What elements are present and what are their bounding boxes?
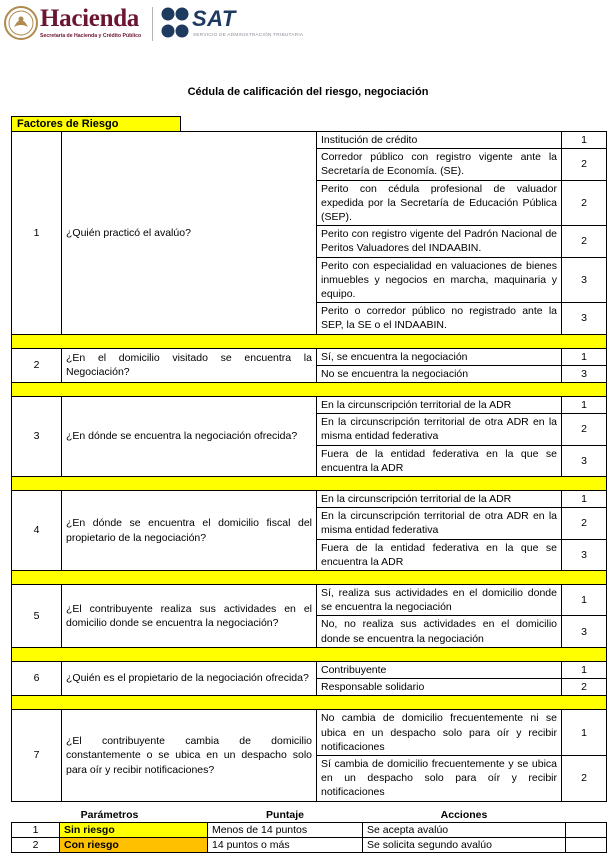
- separator-cell: [12, 647, 607, 661]
- factor-points: 2: [562, 755, 607, 801]
- risk-factors-table: [11, 131, 607, 802]
- factor-option-row: [12, 397, 607, 414]
- logo-divider: [152, 7, 153, 41]
- factor-points: 1: [562, 491, 607, 508]
- factor-option: Sí, realiza sus actividades en el domicilio donde se encuentra la negociación: [317, 585, 562, 616]
- factor-option: Fuera de la entidad federativa en la que se encuentra la ADR: [317, 445, 562, 476]
- factor-points: 2: [562, 226, 607, 257]
- factor-separator: [12, 696, 607, 710]
- factor-option: Perito con cédula profesional de valuador expedida por la Secretaría de Educación Pública (SEP).: [317, 180, 562, 226]
- separator-cell: [12, 696, 607, 710]
- factor-points: 1: [562, 661, 607, 678]
- separator-cell: [12, 383, 607, 397]
- acciones-header: Acciones: [440, 809, 488, 821]
- factor-points: 3: [562, 303, 607, 334]
- factor-separator: [12, 571, 607, 585]
- parameters-table: [11, 808, 607, 853]
- parameter-row: [12, 823, 607, 838]
- parameter-action: Se solicita segundo avalúo: [363, 838, 566, 853]
- factor-option: Institución de crédito: [317, 132, 562, 149]
- parameter-extra: [566, 838, 607, 853]
- factor-option: En la circunscripción territorial de otra ADR en la misma entidad federativa: [317, 508, 562, 539]
- factor-points: 3: [562, 616, 607, 647]
- hacienda-wordmark: Hacienda: [40, 5, 139, 32]
- factor-option: Fuera de la entidad federativa en la que se encuentra la ADR: [317, 539, 562, 570]
- factor-number: 7: [12, 710, 62, 801]
- factor-option: En la circunscripción territorial de otra ADR en la misma entidad federativa: [317, 414, 562, 445]
- factor-question: ¿Quién es el propietario de la negociación ofrecida?: [62, 661, 317, 695]
- factor-points: 3: [562, 257, 607, 303]
- factor-option-row: [12, 491, 607, 508]
- factor-option-row: [12, 710, 607, 756]
- hacienda-logo: [4, 3, 149, 43]
- factor-points: 1: [562, 585, 607, 616]
- sat-mark-icon: [160, 6, 190, 40]
- blank-header: [566, 808, 607, 823]
- factor-option: Perito o corredor público no registrado ante la SEP, la SE o el INDAABIN.: [317, 303, 562, 334]
- factor-option: Sí cambia de domicilio frecuentemente y se ubica en un despacho solo para oír y recibir notificaciones: [317, 755, 562, 801]
- sat-subtitle: SERVICIO DE ADMINISTRACIÓN TRIBUTARIA: [193, 33, 304, 38]
- mexico-seal-icon: [4, 3, 38, 43]
- parameter-number: 2: [12, 838, 60, 853]
- factor-option: No se encuentra la negociación: [317, 365, 562, 382]
- factor-question: ¿En el domicilio visitado se encuentra la Negociación?: [62, 348, 317, 382]
- parameter-row: [12, 838, 607, 853]
- factor-number: 2: [12, 348, 62, 382]
- puntaje-header: Puntaje: [266, 809, 304, 821]
- factor-number: 6: [12, 661, 62, 695]
- parameter-label: Sin riesgo: [60, 823, 208, 838]
- factor-option: Perito con registro vigente del Padrón Nacional de Peritos Valuadores del INDAABIN.: [317, 226, 562, 257]
- factor-option: Contribuyente: [317, 661, 562, 678]
- parameter-action: Se acepta avalúo: [363, 823, 566, 838]
- factor-option: Perito con especialidad en valuaciones de bienes inmuebles y negocios en marcha, maquinaria y equipo.: [317, 257, 562, 303]
- factor-separator: [12, 334, 607, 348]
- parameter-number: 1: [12, 823, 60, 838]
- factor-option: No, no realiza sus actividades en el domicilio donde se encuentra la negociación: [317, 616, 562, 647]
- parameter-score: 14 puntos o más: [208, 838, 363, 853]
- factor-question: ¿En dónde se encuentra el domicilio fiscal del propietario de la negociación?: [62, 491, 317, 571]
- factor-option: En la circunscripción territorial de la ADR: [317, 397, 562, 414]
- factor-question: ¿El contribuyente realiza sus actividades en el domicilio donde se encuentra la negociación?: [62, 585, 317, 648]
- separator-cell: [12, 477, 607, 491]
- factor-points: 3: [562, 445, 607, 476]
- factor-option: No cambia de domicilio frecuentemente ni se ubica en un despacho solo para oír y recibir notificaciones: [317, 710, 562, 756]
- hacienda-subtitle: Secretaría de Hacienda y Crédito Público: [40, 33, 142, 39]
- factor-question: ¿Quién practicó el avalúo?: [62, 132, 317, 335]
- factor-question: ¿El contribuyente cambia de domicilio constantemente o se ubica en un despacho solo para oír y recibir notificaciones?: [62, 710, 317, 801]
- factor-separator: [12, 383, 607, 397]
- factors-body: [12, 132, 607, 802]
- separator-cell: [12, 571, 607, 585]
- factor-option-row: [12, 585, 607, 616]
- factor-option-row: [12, 661, 607, 678]
- factor-separator: [12, 647, 607, 661]
- parameter-score: Menos de 14 puntos: [208, 823, 363, 838]
- factor-number: 1: [12, 132, 62, 335]
- factor-option: Corredor público con registro vigente ante la Secretaría de Economía. (SE).: [317, 149, 562, 180]
- factor-option: Sí, se encuentra la negociación: [317, 348, 562, 365]
- parameter-label: Con riesgo: [60, 838, 208, 853]
- factor-points: 2: [562, 679, 607, 696]
- factor-points: 1: [562, 710, 607, 756]
- page-title: Cédula de calificación del riesgo, negociación: [187, 86, 429, 98]
- factor-points: 2: [562, 180, 607, 226]
- factor-points: 2: [562, 508, 607, 539]
- sat-logo: [160, 6, 305, 42]
- factor-option-row: [12, 348, 607, 365]
- parameters-header-row: [12, 808, 607, 823]
- factor-separator: [12, 477, 607, 491]
- factor-number: 3: [12, 397, 62, 477]
- factor-option: En la circunscripción territorial de la ADR: [317, 491, 562, 508]
- factors-header: Factores de Riesgo: [11, 116, 181, 132]
- parameter-extra: [566, 823, 607, 838]
- parametros-header: Parámetros: [80, 809, 139, 821]
- separator-cell: [12, 334, 607, 348]
- factor-number: 4: [12, 491, 62, 571]
- sat-wordmark: SAT: [192, 6, 236, 31]
- factor-points: 2: [562, 414, 607, 445]
- factor-points: 3: [562, 539, 607, 570]
- factor-points: 2: [562, 149, 607, 180]
- factor-points: 3: [562, 365, 607, 382]
- factor-number: 5: [12, 585, 62, 648]
- factor-points: 1: [562, 348, 607, 365]
- factor-points: 1: [562, 397, 607, 414]
- factor-points: 1: [562, 132, 607, 149]
- factor-question: ¿En dónde se encuentra la negociación ofrecida?: [62, 397, 317, 477]
- factor-option-row: [12, 132, 607, 149]
- factor-option: Responsable solidario: [317, 679, 562, 696]
